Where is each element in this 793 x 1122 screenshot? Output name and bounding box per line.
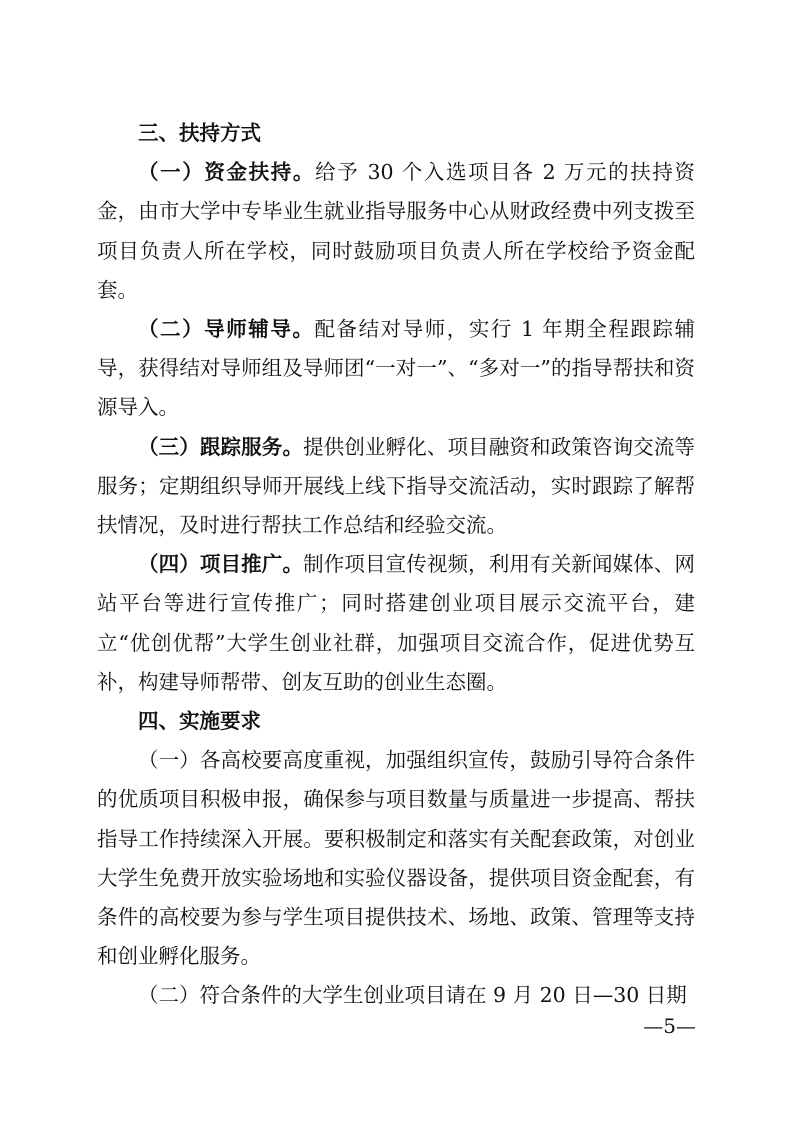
paragraph-lead: （一）资金扶持。 (138, 160, 316, 185)
paragraph-lead: （三）跟踪服务。 (138, 434, 304, 459)
section-heading-support-methods: 三、扶持方式 (138, 121, 261, 145)
paragraph-text: （二）符合条件的大学生创业项目请在 9 月 20 日—30 日期 (138, 983, 687, 1008)
paragraph-text: （一）各高校要高度重视，加强组织宣传，鼓励引导符合条件的优质项目积极申报，确保参与项目数量与质量进一步提高、帮扶指导工作持续深入开展。要积极制定和落实有关配套政策，对创业大学生免费开放实验场地和实验仪器设备，提供项目资金配套，有条件的高校要为参与学生项目提供技术、场地、政策、管理等支持和创业孵化服务。 (97, 748, 695, 969)
paragraph-text: 配备结对导师，实行 1 年期全程跟踪辅导，获得结对导师组及导师团“一对一”、“多对一”的指导帮扶和资源导入。 (97, 317, 696, 420)
section-heading-implementation: 四、实施要求 (138, 709, 261, 734)
paragraph-requirement-1 (97, 741, 695, 976)
paragraph-lead: （四）项目推广。 (138, 552, 304, 577)
paragraph-project-promotion (97, 545, 695, 702)
paragraph-tracking-service (97, 428, 695, 546)
page-number: —5— (643, 1014, 696, 1038)
paragraph-text: 给予 30 个入选项目各 2 万元的扶持资金，由市大学中专毕业生就业指导服务中心从财政经费中列支拨至项目负责人所在学校，同时鼓励项目负责人所在学校给予资金配套。 (97, 160, 695, 302)
paragraph-requirement-2 (97, 976, 695, 1015)
document-body (97, 114, 695, 1016)
paragraph-mentor-guidance (97, 310, 695, 428)
paragraph-text: 制作项目宣传视频，利用有关新闻媒体、网站平台等进行宣传推广；同时搭建创业项目展示交流平台，建立“优创优帮”大学生创业社群，加强项目交流合作，促进优势互补，构建导师帮带、创友互助的创业生态圈。 (97, 552, 696, 694)
paragraph-lead: （二）导师辅导。 (138, 317, 315, 342)
paragraph-funding-support (97, 153, 695, 310)
paragraph-text: 提供创业孵化、项目融资和政策咨询交流等服务；定期组织导师开展线上线下指导交流活动，实时跟踪了解帮扶情况，及时进行帮扶工作总结和经验交流。 (97, 434, 696, 538)
